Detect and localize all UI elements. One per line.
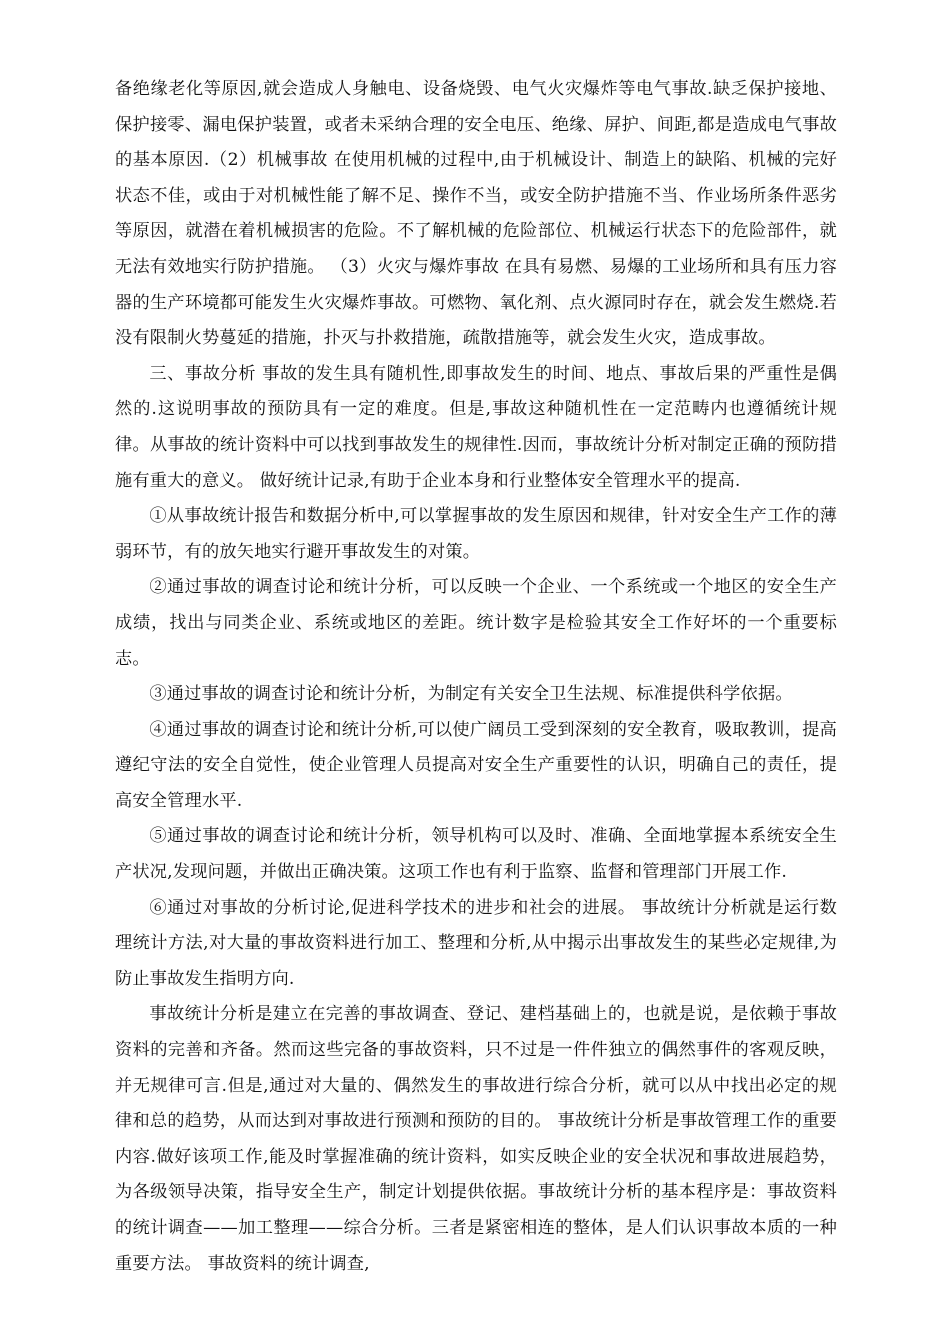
paragraph-electrical-mechanical-fire: 备绝缘老化等原因,就会造成人身触电、设备烧毁、电气火灾爆炸等电气事故.缺乏保护接地、保护接零、漏电保护装置，或者未采纳合理的安全电压、绝缘、屏护、间距,都是造成电气事故的基本原因.（2）机械事故 在使用机械的过程中,由于机械设计、制造上的缺陷、机械的完好状态不佳，或由于对机械性能了解不足、操作不当，或安全防护措施不当、作业场所条件恶劣等原因，就潜在着机械损害的危险。不了解机械的危险部位、机械运行状态下的危险部件，就无法有效地实行防护措施。 （3）火灾与爆炸事故 在具有易燃、易爆的工业场所和具有压力容器的生产环境都可能发生火灾爆炸事故。可燃物、氧化剂、点火源同时存在，就会发生燃烧.若没有限制火势蔓延的措施，扑灭与扑救措施，疏散措施等，就会发生火灾，造成事故。 [115,79,837,349]
paragraph-point-1: ①从事故统计报告和数据分析中,可以掌握事故的发生原因和规律，针对安全生产工作的薄弱环节，有的放矢地实行避开事故发生的对策。 [115,506,837,562]
paragraph-point-4: ④通过事故的调查讨论和统计分析,可以使广阔员工受到深刻的安全教育，吸取教训，提高遵纪守法的安全自觉性，使企业管理人员提高对安全生产重要性的认识，明确自己的责任，提高安全管理水平. [115,719,837,811]
document-page [115,72,837,1282]
paragraph-point-3: ③通过事故的调查讨论和统计分析，为制定有关安全卫生法规、标准提供科学依据。 [149,684,793,705]
paragraph-accident-analysis: 三、事故分析 事故的发生具有随机性,即事故发生的时间、地点、事故后果的严重性是偶然的.这说明事故的预防具有一定的难度。但是,事故这种随机性在一定范畴内也遵循统计规律。从事故的统计资料中可以找到事故发生的规律性.因而，事故统计分析对制定正确的预防措施有重大的意义。 做好统计记录,有助于企业本身和行业整体安全管理水平的提高. [115,363,837,491]
paragraph-point-2: ②通过事故的调查讨论和统计分析，可以反映一个企业、一个系统或一个地区的安全生产成绩，找出与同类企业、系统或地区的差距。统计数字是检验其安全工作好坏的一个重要标志。 [115,577,837,669]
paragraph-point-5: ⑤通过事故的调查讨论和统计分析，领导机构可以及时、准确、全面地掌握本系统安全生产状况,发现问题，并做出正确决策。这项工作也有利于监察、监督和管理部门开展工作. [115,826,837,883]
paragraph-point-6: ⑥通过对事故的分析讨论,促进科学技术的进步和社会的进展。 事故统计分析就是运行数理统计方法,对大量的事故资料进行加工、整理和分析,从中揭示出事故发生的某些必定规律,为防止事故发生指明方向. [115,897,837,989]
paragraph-statistics-basis: 事故统计分析是建立在完善的事故调查、登记、建档基础上的，也就是说，是依赖于事故资料的完善和齐备。然而这些完备的事故资料，只不过是一件件独立的偶然事件的客观反映，并无规律可言.但是,通过对大量的、偶然发生的事故进行综合分析，就可以从中找出必定的规律和总的趋势，从而达到对事故进行预测和预防的目的。 事故统计分析是事故管理工作的重要内容.做好该项工作,能及时掌握准确的统计资料，如实反映企业的安全状况和事故进展趋势，为各级领导决策，指导安全生产，制定计划提供依据。事故统计分析的基本程序是：事故资料的统计调查——加工整理——综合分析。三者是紧密相连的整体，是人们认识事故本质的一种重要方法。 事故资料的统计调查, [115,1004,837,1274]
